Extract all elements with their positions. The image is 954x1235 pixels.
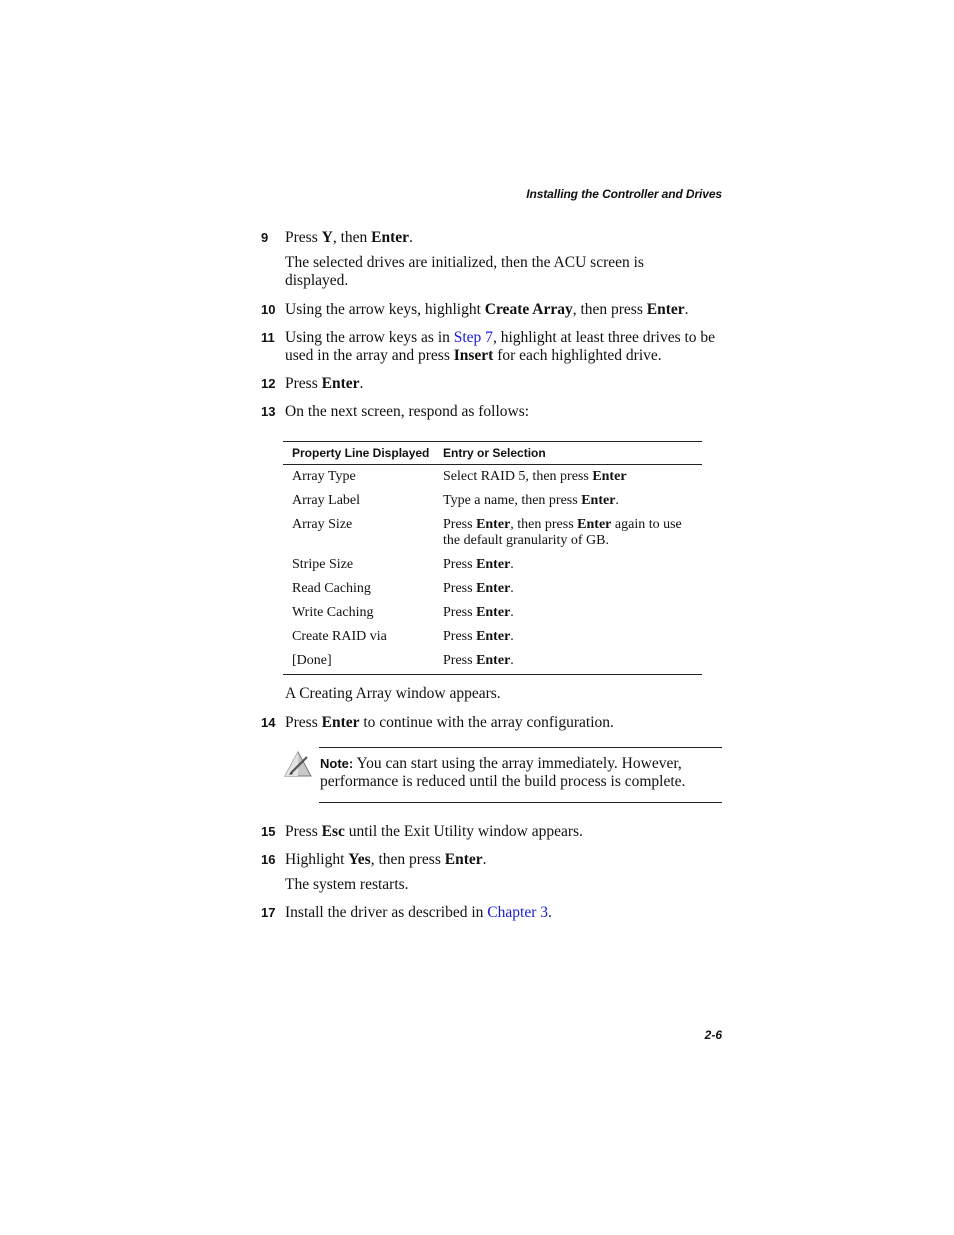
step-12 — [261, 375, 723, 393]
step-number: 14 — [261, 715, 276, 730]
note-pencil-icon — [283, 748, 313, 778]
step-text: to continue with the array configuration. — [359, 714, 614, 731]
table-row — [283, 577, 702, 601]
property-table — [283, 441, 702, 675]
page-number: 2-6 — [704, 1028, 722, 1042]
table-row — [283, 513, 702, 553]
table-row — [283, 465, 702, 490]
step-text: . — [409, 229, 413, 246]
key-name: Enter — [371, 229, 410, 246]
entry-cell: Press Enter, then press Enter again to use the default granularity of GB. — [443, 517, 682, 548]
step-11 — [261, 329, 723, 365]
running-header: Installing the Controller and Drives — [526, 187, 722, 201]
key-name: Enter — [646, 301, 685, 318]
step-number: 17 — [261, 905, 276, 920]
step-text: Press — [285, 229, 322, 246]
step-text: Press — [285, 375, 322, 392]
step-number: 10 — [261, 302, 276, 317]
step-9-result: The selected drives are initialized, then the ACU screen is displayed. — [285, 254, 644, 289]
column-header-property: Property Line Displayed — [283, 442, 434, 465]
note-label: Note: — [320, 756, 354, 771]
note-body: You can start using the array immediately. However, performance is reduced until the build process is complete. — [320, 755, 686, 790]
column-header-entry: Entry or Selection — [434, 442, 702, 465]
key-name: Y — [321, 229, 333, 246]
step-10 — [261, 301, 723, 319]
step-number: 16 — [261, 852, 276, 867]
step-text: , then press — [370, 851, 445, 868]
step-text: Install the driver as described in — [285, 904, 488, 921]
step-number: 13 — [261, 404, 276, 419]
table-row — [283, 553, 702, 577]
key-name: Enter — [444, 851, 483, 868]
entry-cell: Select RAID 5, then press Enter — [443, 469, 627, 484]
table-row — [283, 601, 702, 625]
property-cell: Write Caching — [292, 605, 374, 620]
step-7-link[interactable]: Step 7 — [453, 329, 493, 346]
step-number: 15 — [261, 824, 276, 839]
step-14 — [261, 714, 723, 732]
step-number: 9 — [261, 230, 269, 245]
step-text: . — [359, 375, 364, 392]
property-cell: [Done] — [283, 649, 434, 675]
key-name: Enter — [321, 375, 360, 392]
step-text: Using the arrow keys as in — [285, 329, 454, 346]
step-17 — [261, 904, 723, 922]
step-text: Highlight — [285, 851, 349, 868]
step-text: Press — [285, 823, 322, 840]
step-text: On the next screen, respond as follows: — [285, 403, 530, 420]
entry-cell: Press Enter. — [443, 605, 514, 620]
entry-cell: Type a name, then press Enter. — [443, 493, 619, 508]
entry-cell: Press Enter. — [443, 629, 514, 644]
step-text: , then — [332, 229, 372, 246]
table-row — [283, 649, 702, 675]
step-text: . — [482, 851, 487, 868]
step-text: Press — [285, 714, 322, 731]
step-text: . — [684, 301, 689, 318]
key-name: Yes — [348, 851, 371, 868]
step-text: , then press — [572, 301, 647, 318]
property-cell: Read Caching — [292, 581, 371, 596]
creating-array-text: A Creating Array window appears. — [285, 685, 501, 702]
divider — [319, 747, 722, 748]
entry-cell: Press Enter. — [434, 649, 702, 675]
note-text — [320, 755, 725, 791]
property-cell: Array Size — [292, 517, 353, 532]
key-name: Create Array — [484, 301, 573, 318]
property-cell: Array Label — [292, 493, 361, 508]
key-name: Esc — [321, 823, 345, 840]
key-name: Insert — [453, 347, 494, 364]
property-cell: Create RAID via — [292, 629, 387, 644]
step-text: , highlight at least three drives to be used in the array and press — [285, 329, 716, 364]
property-cell: Stripe Size — [292, 557, 354, 572]
property-cell: Array Type — [292, 469, 356, 484]
step-text: Using the arrow keys, highlight — [285, 301, 485, 318]
divider — [319, 802, 722, 803]
step-text: for each highlighted drive. — [493, 347, 662, 364]
entry-cell: Press Enter. — [443, 581, 514, 596]
step-text: . — [548, 904, 552, 921]
step-number: 11 — [261, 330, 275, 345]
table-row — [283, 625, 702, 649]
chapter-3-link[interactable]: Chapter 3 — [487, 904, 548, 921]
table-row — [283, 489, 702, 513]
step-number: 12 — [261, 376, 276, 391]
step-9 — [261, 229, 723, 247]
step-15 — [261, 823, 723, 841]
step-13 — [261, 403, 723, 421]
key-name: Enter — [321, 714, 360, 731]
step-16-result: The system restarts. — [285, 876, 409, 893]
step-16 — [261, 851, 723, 869]
note-box — [283, 747, 722, 802]
entry-cell: Press Enter. — [443, 557, 514, 572]
step-text: until the Exit Utility window appears. — [344, 823, 583, 840]
